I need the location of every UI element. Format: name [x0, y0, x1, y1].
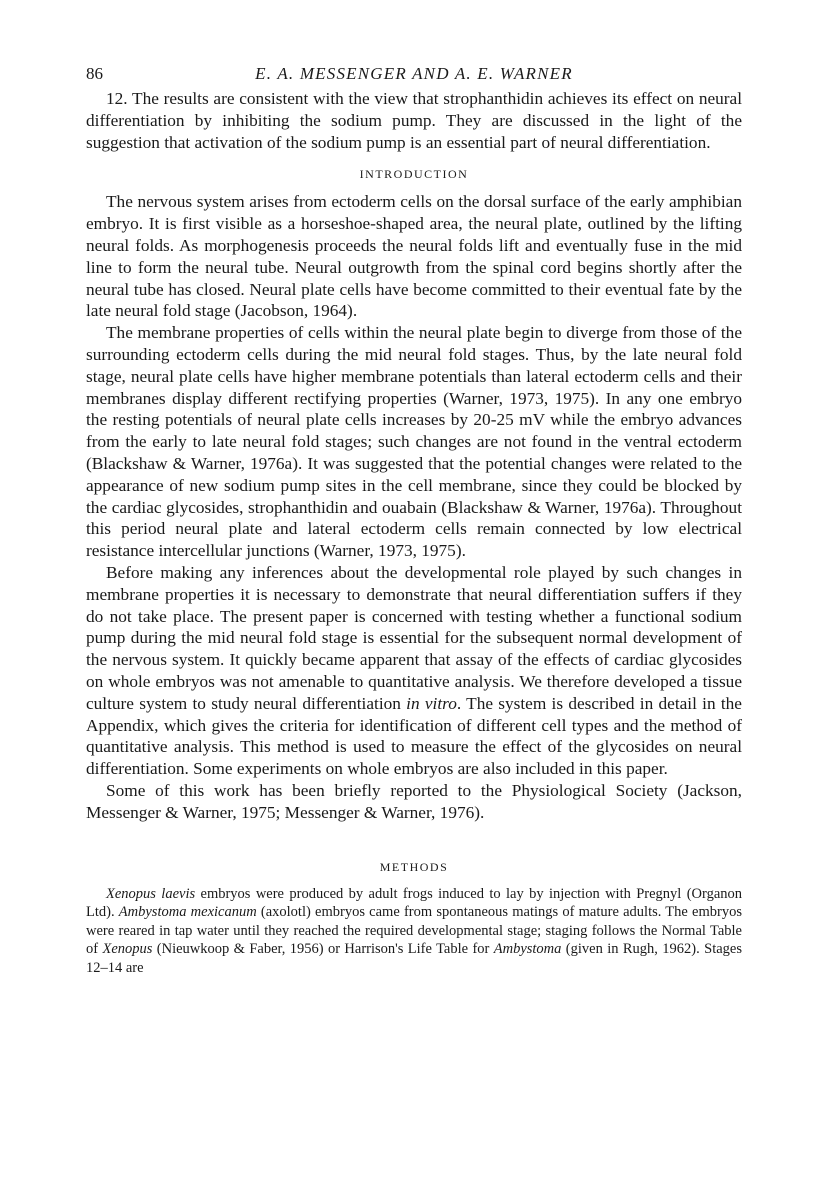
introduction-paragraph-1: The nervous system arises from ectoderm cells on the dorsal surface of the early amphibian embryo. It is first visible as a horseshoe-shaped area, the neural plate, outlined by the lifting neural folds. As morphogenesis proceeds the neural folds lift and eventually fuse in the mid line to form the neural tube. Neural outgrowth from the spinal cord begins shortly after the neural tube has closed. Neural plate cells have become committed to their eventual fate by the late neural fold stage (Jacobson, 1964). — [86, 192, 742, 321]
methods-italic-term: Xenopus — [102, 941, 153, 958]
methods-text-segment: (Nieuwkoop & Faber, 1956) or Harrison's Life Table for — [152, 941, 494, 958]
page-number: 86 — [86, 64, 103, 83]
methods-heading: METHODS — [379, 859, 449, 874]
methods-text-segment: (axolotl) embryos came from spontaneous matings of mature adults. The embryos were reared in tap water until they reached the required developmental stage; staging follows the Normal Table of — [86, 904, 742, 958]
introduction-heading: INTRODUCTION — [359, 167, 469, 182]
introduction-paragraph-4: Some of this work has been briefly reported to the Physiological Society (Jackson, Messenger & Warner, 1975; Messenger & Warner, 1976). — [86, 780, 742, 822]
methods-text-segment: (given in Rugh, 1962). Stages 12–14 are — [86, 941, 742, 976]
journal-page — [86, 58, 742, 977]
introduction-paragraph-2: The membrane properties of cells within the neural plate begin to diverge from those of the surrounding ectoderm cells during the mid neural fold stages. Thus, by the late neural fold stage, neural plate cells have higher membrane potentials than lateral ectoderm cells and their membranes display different rectifying properties (Warner, 1973, 1975). In any one embryo the resting potentials of neural plate cells increases by 20-25 mV while the embryo advances from the early to late neural fold stages; such changes are not found in the ventral ectoderm (Blackshaw & Warner, 1976a). It was suggested that the potential changes were related to the appearance of new sodium pump sites in the cell membrane, since they could be blocked by the cardiac glycosides, strophanthidin and ouabain (Blackshaw & Warner, 1976a). Throughout this period neural plate and lateral ectoderm cells remain connected by low electrical resistance intercellular junctions (Warner, 1973, 1975). — [86, 323, 742, 561]
introduction-paragraph-3 — [86, 562, 742, 780]
methods-text-segment: embryos were produced by adult frogs induced to lay by injection with Pregnyl (Organon Ltd). — [86, 885, 742, 921]
methods-paragraph-1 — [86, 885, 742, 978]
methods-italic-term: Ambystoma — [493, 941, 562, 958]
in-vitro-italic: in vitro — [406, 693, 457, 713]
methods-section — [86, 885, 742, 978]
methods-italic-term: Xenopus laevis — [106, 885, 196, 902]
summary-item-12: 12. The results are consistent with the view that strophanthidin achieves its effect on neural differentiation by inhibiting the sodium pump. They are discussed in the light of the suggestion that activation of the sodium pump is an essential part of neural differentiation. — [86, 89, 742, 152]
running-head: E. A. MESSENGER AND A. E. WARNER — [255, 64, 573, 83]
page-header — [86, 58, 742, 88]
methods-italic-term: Ambystoma mexicanum — [118, 904, 257, 921]
paragraph-3-text-after: . The system is described in detail in the Appendix, which gives the criteria for identification of different cell types and the method of quantitative analysis. This method is used to measure the effect of the glycosides on neural differentiation. Some experiments on whole embryos are also included in this paper. — [86, 693, 742, 779]
paragraph-3-text-before: Before making any inferences about the developmental role played by such changes in membrane properties it is necessary to demonstrate that neural differentiation suffers if they do not take place. The present paper is concerned with testing whether a functional sodium pump during the mid neural fold stage is essential for the subsequent normal development of the nervous system. It quickly became apparent that assay of the effects of cardiac glycosides on whole embryos was not amenable to quantitative analysis. We therefore developed a tissue culture system to study neural differentiation — [86, 562, 742, 713]
